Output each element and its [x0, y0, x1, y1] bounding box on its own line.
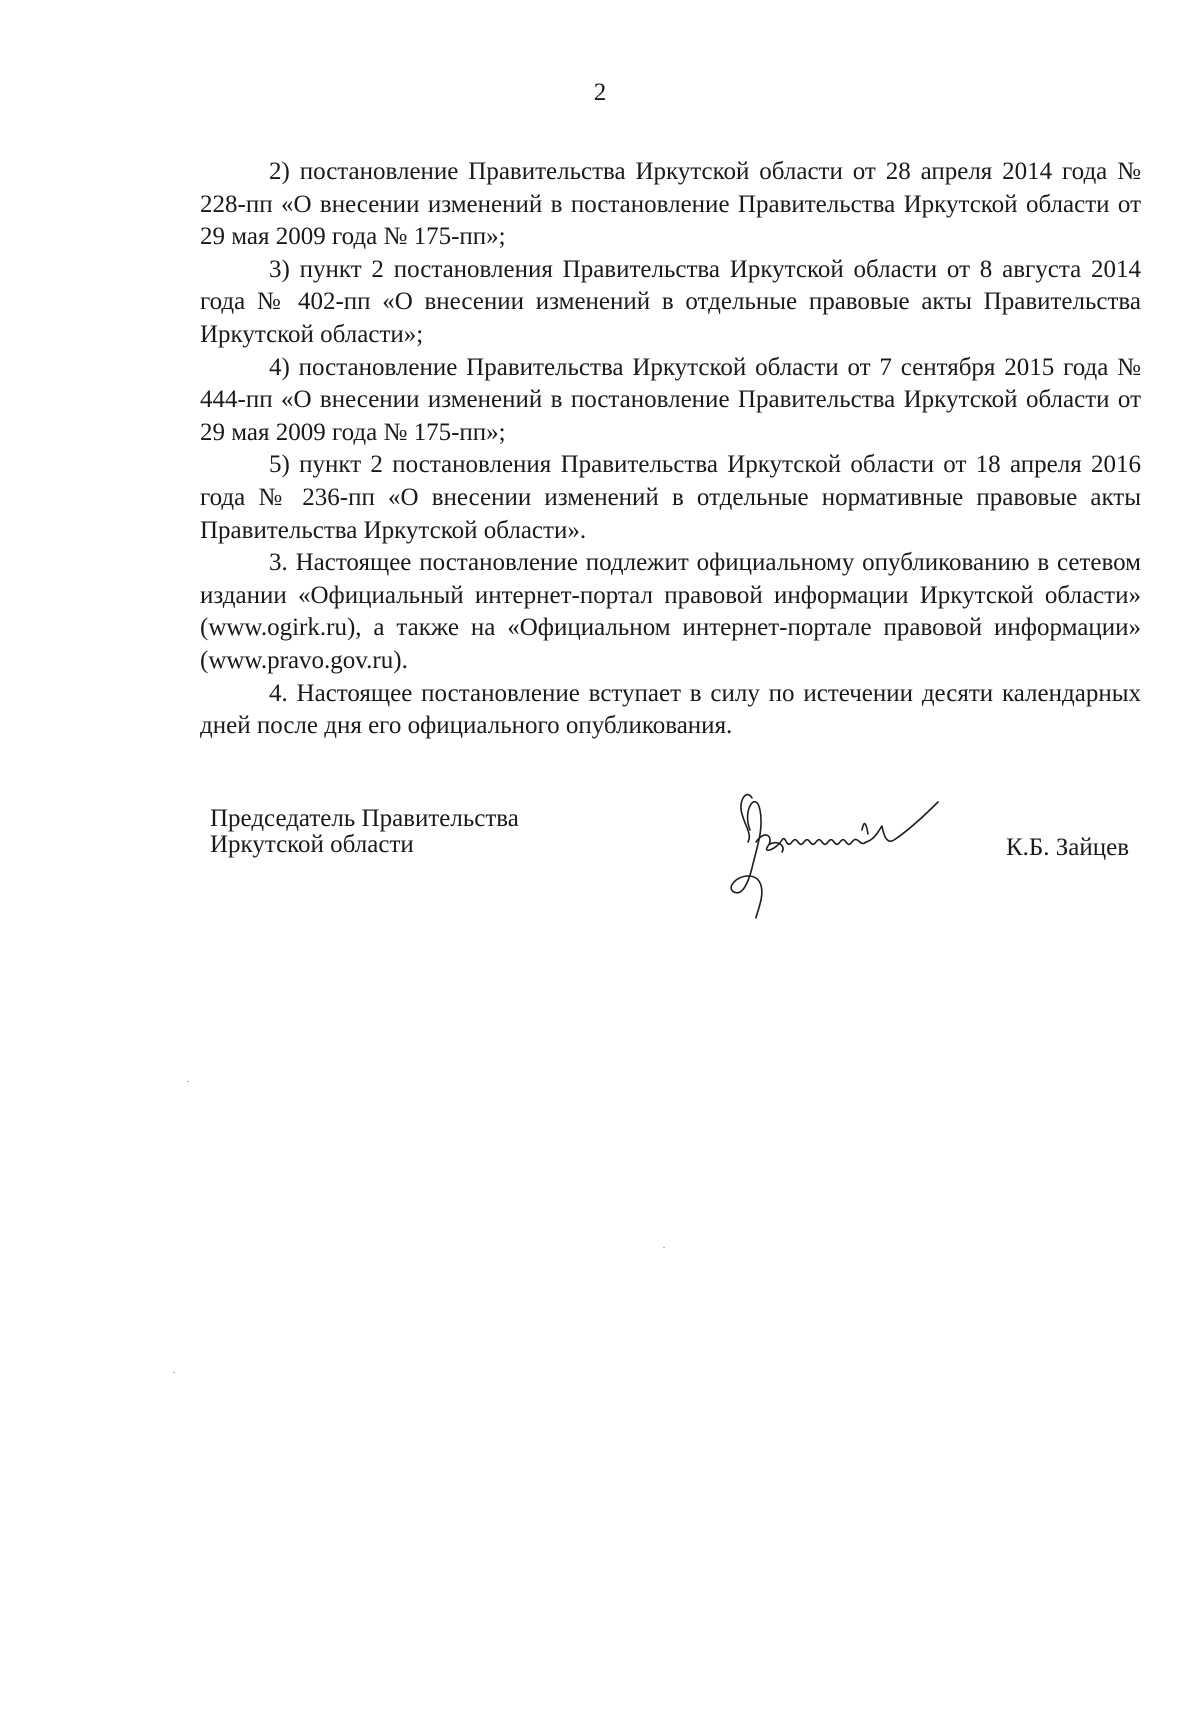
paragraph-item-4: 4) постановление Правительства Иркутской области от 7 сентября 2015 года № 444-пп «О внесении изменений в постановление Правительства Иркутской области от 29 мая 2009 года № 175-пп»;: [200, 353, 1141, 446]
handwritten-signature: [712, 780, 962, 920]
scan-speck: [663, 1247, 665, 1248]
paragraph-item-5: 5) пункт 2 постановления Правительства Иркутской области от 18 апреля 2016 года № 236-пп «О внесении изменений в отдельные нормативные правовые акты Правительства Иркутской области».: [200, 451, 1141, 544]
signatory-position-line-2: Иркутской области: [210, 831, 414, 858]
page-number: 2: [593, 79, 607, 106]
paragraph-effective-date: 4. Настоящее постановление вступает в силу по истечении десяти календарных дней после дня его официального опубликования.: [200, 679, 1141, 740]
scan-speck: [187, 1081, 189, 1082]
paragraph-item-3: 3) пункт 2 постановления Правительства Иркутской области от 8 августа 2014 года № 402-пп «О внесении изменений в отдельные правовые акты Правительства Иркутской области»;: [200, 255, 1141, 348]
paragraph-item-2: 2) постановление Правительства Иркутской области от 28 апреля 2014 года № 228-пп «О внесении изменений в постановление Правительства Иркутской области от 29 мая 2009 года № 175-пп»;: [200, 158, 1141, 251]
signatory-name: К.Б. Зайцев: [1006, 834, 1130, 861]
scan-speck: [173, 1372, 175, 1373]
document-body: [200, 156, 1141, 743]
signatory-position: [210, 806, 519, 858]
signatory-position-line-1: Председатель Правительства: [210, 805, 519, 832]
paragraph-publication: 3. Настоящее постановление подлежит официальному опубликованию в сетевом издании «Официальный интернет-портал правовой информации Иркутской области» (www.ogirk.ru), а также на «Официальном интернет-портале правовой информации» (www.pravo.gov.ru).: [200, 549, 1141, 674]
